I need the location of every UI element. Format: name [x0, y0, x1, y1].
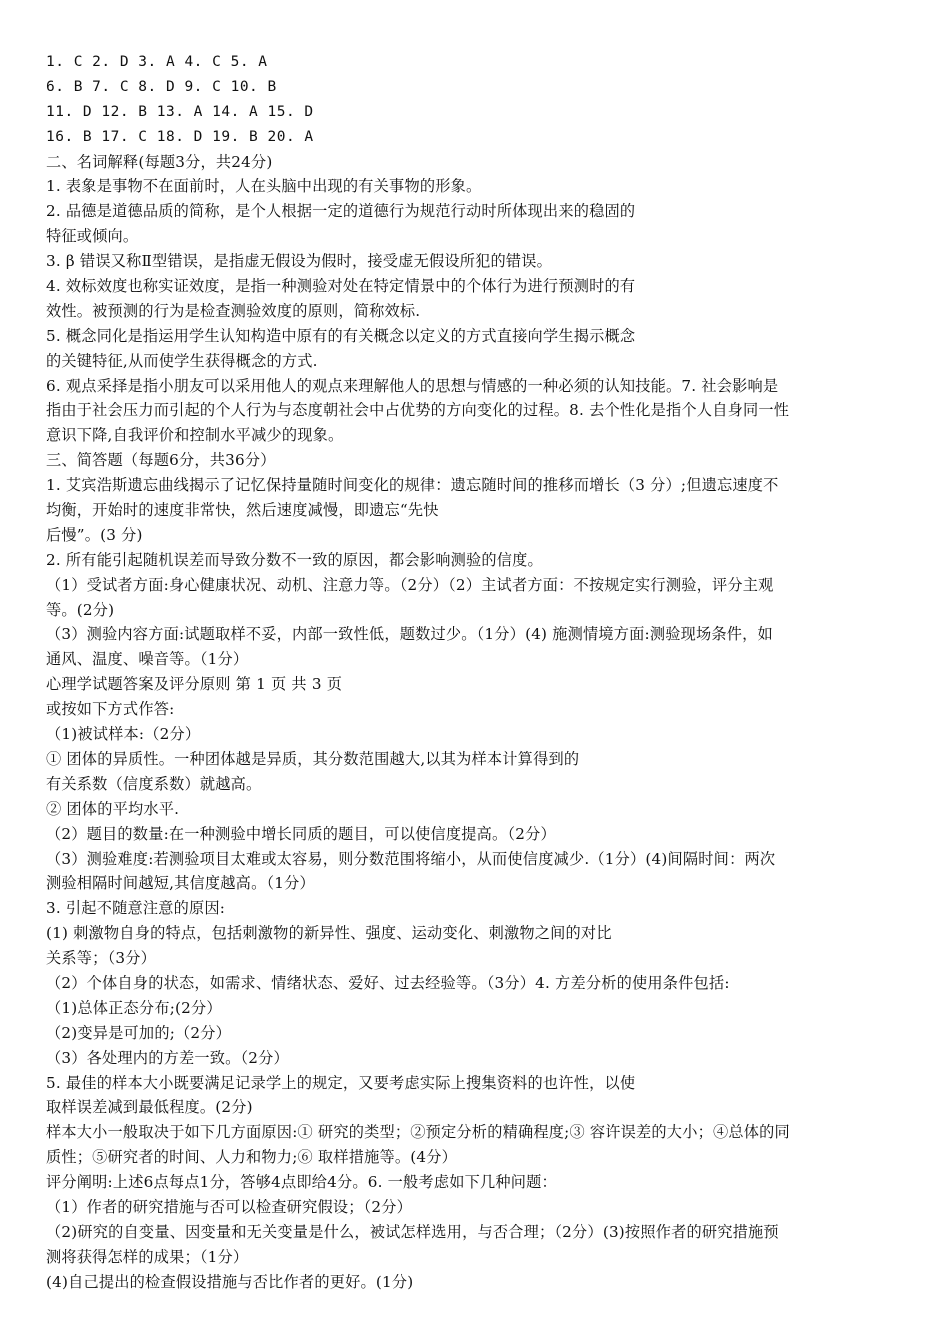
text-line: 测验相隔时间越短,其信度越高。（1分）: [46, 874, 315, 893]
mc-answers-row-4: 16. B 17. C 18. D 19. B 20. A: [46, 128, 314, 145]
text-line: 等。(2分): [46, 600, 115, 619]
text-line: 2. 所有能引起随机误差而导致分数不一致的原因，都会影响测验的信度。: [46, 550, 543, 569]
section-heading-term-definitions: 二、名词解释(每题3分，共24分): [46, 152, 273, 171]
text-line: 意识下降,自我评价和控制水平减少的现象。: [46, 426, 344, 445]
text-line: （3）测验难度:若测验项目太难或太容易，则分数范围将缩小，从而使信度减少.（1分）(4)间隔时间：两次: [46, 849, 776, 868]
text-line: 后慢”。(3 分): [46, 525, 143, 544]
text-line: （2)变异是可加的;（2分）: [46, 1023, 232, 1042]
text-line: 通风、温度、噪音等。（1分）: [46, 650, 249, 669]
text-line: 3. β 错误又称Ⅱ型错误，是指虚无假设为假时，接受虚无假设所犯的错误。: [46, 252, 553, 271]
text-line: (1) 刺激物自身的特点，包括刺激物的新异性、强度、运动变化、刺激物之间的对比: [46, 924, 612, 943]
mc-answers-row-2: 6. B 7. C 8. D 9. C 10. B: [46, 78, 277, 95]
text-line: （1)总体正态分布;(2分）: [46, 998, 222, 1017]
text-line: 1. 艾宾浩斯遗忘曲线揭示了记忆保持量随时间变化的规律：遗忘随时间的推移而增长（3 分）;但遗忘速度不: [46, 476, 779, 495]
text-line: （2）个体自身的状态，如需求、情绪状态、爱好、过去经验等。（3分）4. 方差分析的使用条件包括:: [46, 973, 730, 992]
text-line: 质性；⑤研究者的时间、人力和物力;⑥ 取样措施等。(4分）: [46, 1148, 458, 1167]
text-line: （2）题目的数量:在一种测验中增长同质的题目，可以使信度提高。（2分）: [46, 824, 556, 843]
text-line: 1. 表象是事物不在面前时，人在头脑中出现的有关事物的形象。: [46, 177, 482, 196]
text-line: 样本大小一般取决于如下几方面原因:① 研究的类型；②预定分析的精确程度;③ 容许误差的大小；④总体的同: [46, 1123, 790, 1142]
text-line: ② 团体的平均水平.: [46, 799, 180, 818]
text-line: 均衡，开始时的速度非常快，然后速度减慢，即遗忘“先快: [46, 501, 439, 520]
text-line: 取样误差减到最低程度。(2分): [46, 1098, 253, 1117]
text-line: 6. 观点采择是指小朋友可以采用他人的观点来理解他人的思想与情感的一种必须的认知技能。7. 社会影响是: [46, 376, 779, 395]
text-line: （1）受试者方面:身心健康状况、动机、注意力等。（2分）（2）主试者方面：不按规定实行测验，评分主观: [46, 575, 774, 594]
text-line: 或按如下方式作答:: [46, 700, 175, 719]
section-heading-short-answer: 三、简答题（每题6分，共36分）: [46, 451, 276, 470]
mc-answers-row-3: 11. D 12. B 13. A 14. A 15. D: [46, 103, 314, 120]
text-line: （2)研究的自变量、因变量和无关变量是什么，被试怎样选用，与否合理；（2分）(3)按照作者的研究措施预: [46, 1222, 779, 1241]
text-line: 测将获得怎样的成果；（1分）: [46, 1247, 249, 1266]
text-line: 有关系数（信度系数）就越高。: [46, 774, 262, 793]
text-line: 评分阐明:上述6点每点1分，答够4点即给4分。6. 一般考虑如下几种问题：: [46, 1173, 557, 1192]
mc-answers-row-1: 1. C 2. D 3. A 4. C 5. A: [46, 54, 268, 70]
text-line: 2. 品德是道德品质的简称，是个人根据一定的道德行为规范行动时所体现出来的稳固的: [46, 202, 636, 221]
text-line: 特征或倾向。: [46, 227, 139, 246]
text-line: 的关键特征,从而使学生获得概念的方式.: [46, 351, 318, 370]
text-line: 4. 效标效度也称实证效度，是指一种测验对处在特定情景中的个体行为进行预测时的有: [46, 277, 636, 296]
text-line: 5. 最佳的样本大小既要满足记录学上的规定，又要考虑实际上搜集资料的也许性，以使: [46, 1073, 636, 1092]
text-line: ① 团体的异质性。一种团体越是异质，其分数范围越大,以其为样本计算得到的: [46, 749, 580, 768]
text-line: 5. 概念同化是指运用学生认知构造中原有的有关概念以定义的方式直接向学生揭示概念: [46, 326, 636, 345]
text-line: （3）各处理内的方差一致。（2分）: [46, 1048, 289, 1067]
text-line: （3）测验内容方面:试题取样不妥，内部一致性低，题数过少。（1分）(4) 施测情境方面:测验现场条件，如: [46, 625, 773, 644]
text-line: 效性。被预测的行为是检查测验效度的原则，简称效标.: [46, 301, 421, 320]
text-line: 3. 引起不随意注意的原因:: [46, 899, 226, 918]
answer-document: [46, 50, 912, 1295]
text-line: (4)自己提出的检查假设措施与否比作者的更好。(1分): [46, 1272, 414, 1291]
text-line: （1)被试样本:（2分）: [46, 725, 201, 744]
text-line: （1）作者的研究措施与否可以检查研究假设；（2分）: [46, 1197, 413, 1216]
page-footer-label: 心理学试题答案及评分原则 第 1 页 共 3 页: [46, 675, 343, 694]
text-line: 关系等；（3分）: [46, 949, 156, 968]
text-line: 指由于社会压力而引起的个人行为与态度朝社会中占优势的方向变化的过程。8. 去个性化是指个人自身同一性: [46, 401, 790, 420]
